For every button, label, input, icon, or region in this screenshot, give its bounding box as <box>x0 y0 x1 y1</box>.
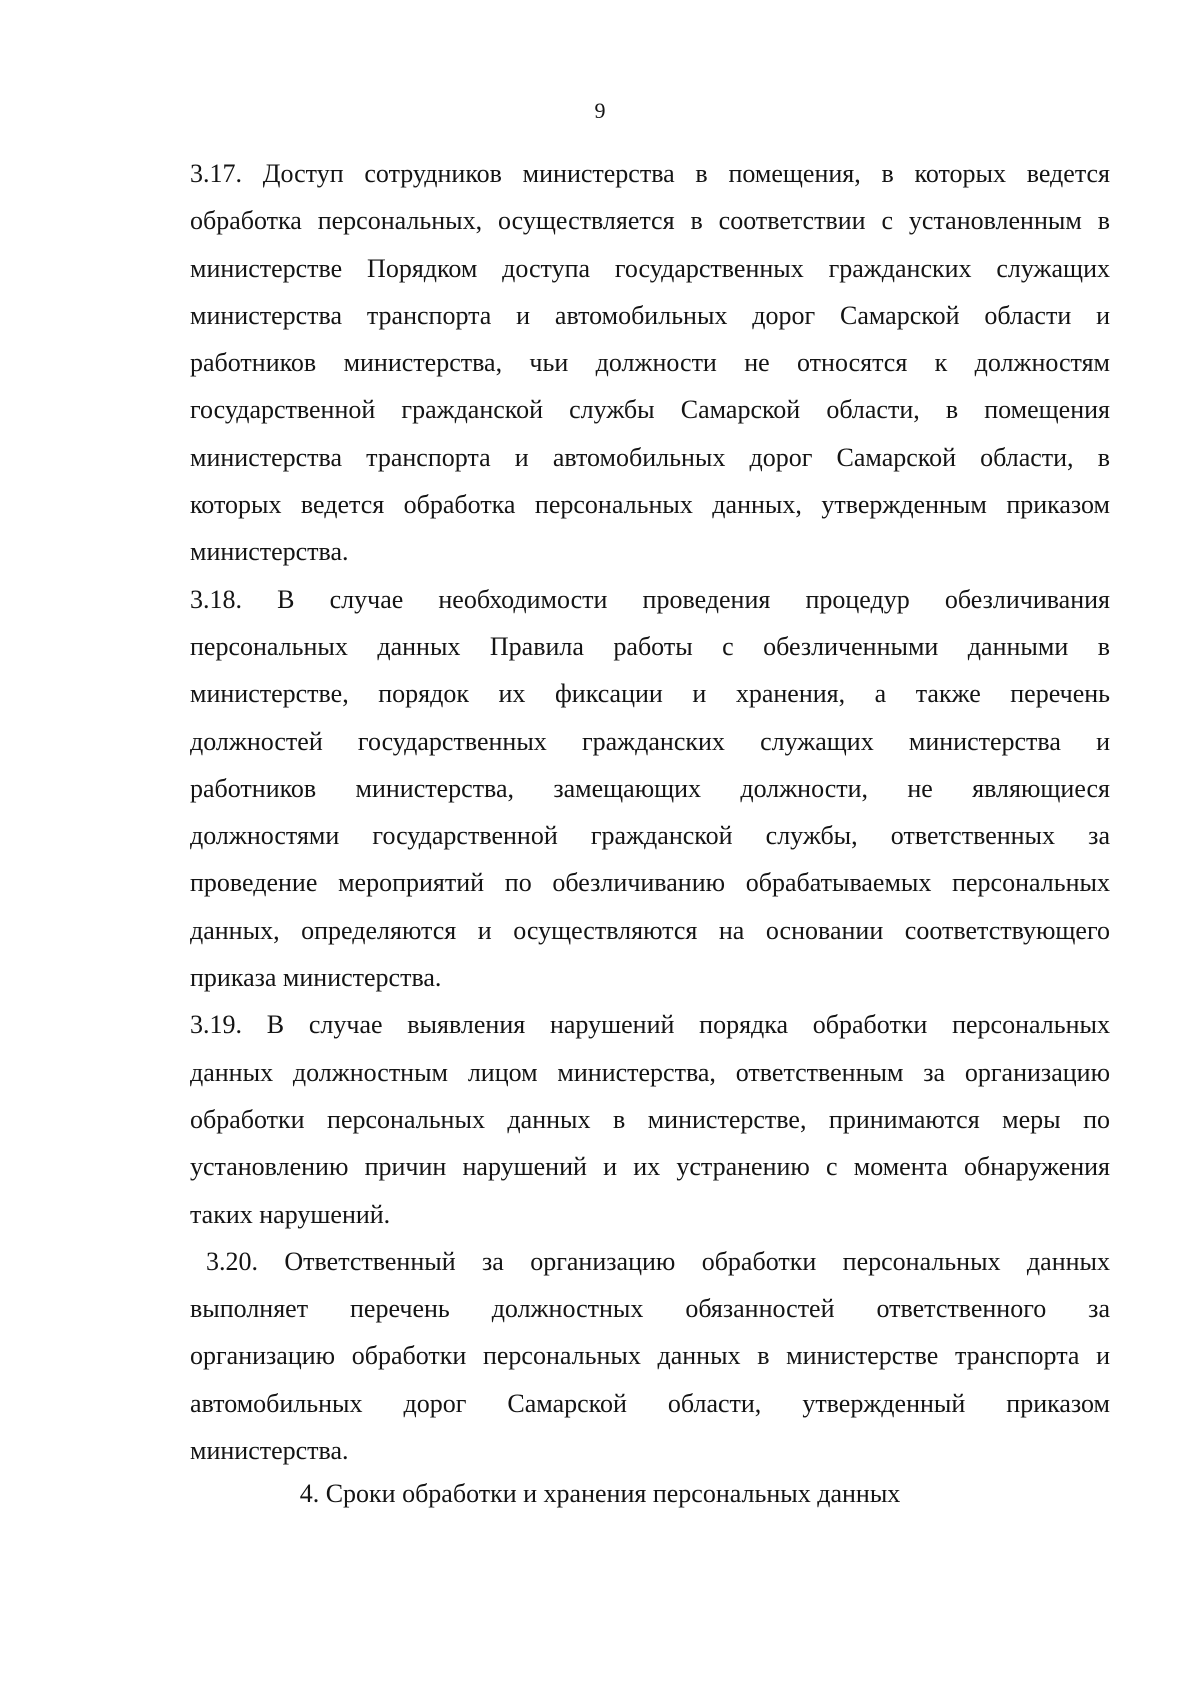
text-line: которых ведется обработка персональных данных, утвержденным приказом <box>190 490 1110 520</box>
paragraph-3-17 <box>190 150 1110 576</box>
text-line: работников министерства, чьи должности не относятся к должностям <box>190 348 1110 378</box>
document-body <box>190 150 1110 1474</box>
text-line: автомобильных дорог Самарской области, утвержденный приказом <box>190 1388 1110 1418</box>
text-line: 3.18. В случае необходимости проведения процедур обезличивания <box>190 584 1110 614</box>
paragraph-3-20 <box>190 1238 1110 1474</box>
text-line: 3.17. Доступ сотрудников министерства в помещения, в которых ведется <box>190 159 1110 188</box>
section-heading: 4. Сроки обработки и хранения персональных данных <box>299 1479 901 1508</box>
paragraph-3-18 <box>190 576 1110 1002</box>
text-line: выполняет перечень должностных обязанностей ответственного за <box>190 1294 1110 1324</box>
text-line: министерства транспорта и автомобильных дорог Самарской области и <box>190 300 1110 330</box>
text-line: министерстве Порядком доступа государственных гражданских служащих <box>190 253 1110 283</box>
text-line: должностями государственной гражданской службы, ответственных за <box>190 821 1110 851</box>
text-line: работников министерства, замещающих должности, не являющиеся <box>190 773 1110 803</box>
text-line: данных должностным лицом министерства, ответственным за организацию <box>190 1057 1110 1087</box>
text-line: 3.20. Ответственный за организацию обработки персональных данных <box>206 1246 1110 1276</box>
text-line: государственной гражданской службы Самарской области, в помещения <box>190 395 1110 425</box>
page-number: 9 <box>594 98 606 123</box>
text-line: министерстве, порядок их фиксации и хранения, а также перечень <box>190 679 1110 709</box>
text-line: приказа министерства. <box>190 963 442 993</box>
text-line: министерства транспорта и автомобильных дорог Самарской области, в <box>190 442 1110 472</box>
paragraph-3-19 <box>190 1001 1110 1237</box>
text-line: министерства. <box>190 1436 349 1466</box>
text-line: обработка персональных, осуществляется в соответствии с установленным в <box>190 206 1110 236</box>
text-line: персональных данных Правила работы с обезличенными данными в <box>190 631 1110 661</box>
text-line: 3.19. В случае выявления нарушений порядка обработки персональных <box>190 1010 1110 1040</box>
text-line: данных, определяются и осуществляются на основании соответствующего <box>190 915 1110 945</box>
text-line: проведение мероприятий по обезличиванию обрабатываемых персональных <box>190 868 1110 898</box>
text-line: министерства. <box>190 537 349 567</box>
text-line: организацию обработки персональных данных в министерстве транспорта и <box>190 1341 1110 1371</box>
text-line: обработки персональных данных в министерстве, принимаются меры по <box>190 1104 1110 1134</box>
text-line: таких нарушений. <box>190 1199 391 1229</box>
text-line: установлению причин нарушений и их устранению с момента обнаружения <box>190 1152 1110 1182</box>
text-line: должностей государственных гражданских служащих министерства и <box>190 726 1110 756</box>
